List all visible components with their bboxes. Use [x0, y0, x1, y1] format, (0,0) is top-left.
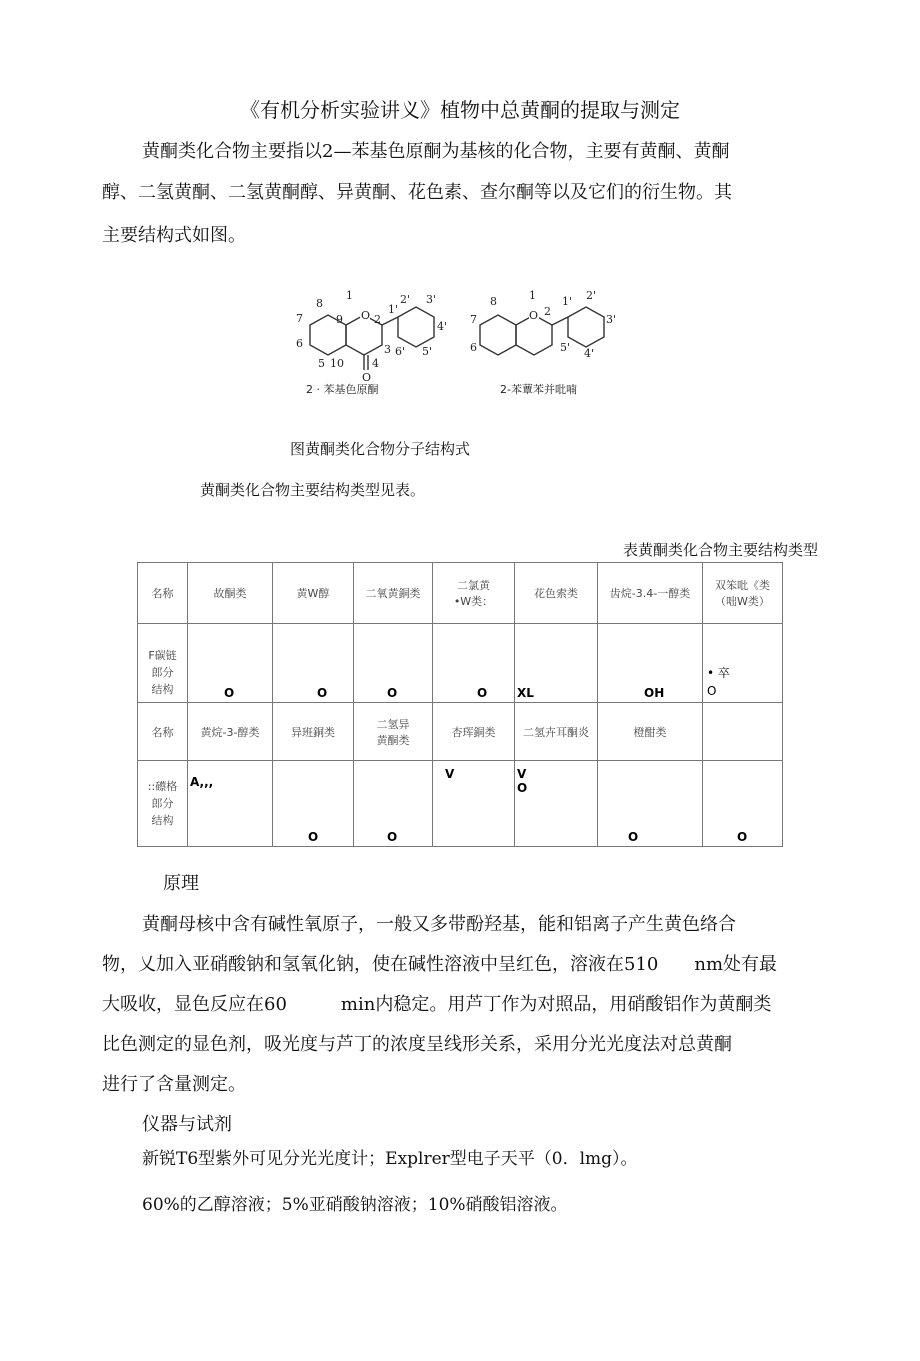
svg-text:9: 9 [336, 313, 343, 326]
table-row: ::礤格 郎分 结构 A,,, O O V V O O O [138, 761, 783, 847]
svg-text:2: 2 [374, 313, 381, 326]
svg-text:6: 6 [470, 341, 477, 354]
instruments-heading: 仪器与试剂 [142, 1114, 232, 1135]
svg-text:6': 6' [395, 345, 406, 358]
svg-text:O: O [362, 371, 372, 384]
structure-types-table [137, 562, 783, 847]
svg-text:2: 2 [544, 305, 551, 318]
intro-line: 黄酮类化合物主要指以2—苯基色原酮为基核的化合物，主要有黄酮、黄酮 [142, 141, 730, 162]
instruments-line: 新锐T6型紫外可见分光光度计；Explrer型电子天平（0．lmg）。 [142, 1149, 638, 1169]
reagents-line: 60%的乙醇溶液；5%亚硝酸钠溶液；10%硝酸铝溶液。 [142, 1195, 568, 1215]
svg-text:3: 3 [384, 343, 391, 356]
svg-text:7: 7 [470, 313, 477, 326]
svg-text:4: 4 [372, 357, 379, 370]
svg-text:7: 7 [296, 312, 303, 325]
svg-text:1': 1' [562, 295, 573, 308]
svg-text:2-苯蕈苯并吡喃: 2-苯蕈苯并吡喃 [500, 383, 577, 396]
principle-line: 大吸收，显色反应在60 min内稳定。用芦丁作为对照品，用硝酸铝作为黄酮类 [102, 994, 772, 1015]
svg-text:O: O [529, 309, 539, 322]
table-row: 名称 黄烷-3-醇类 异班銅类 二氢异 黄酮类 杏珲銅类 二氢卉耳酮炎 橙酣类 [138, 703, 783, 761]
flavonoid-structures-figure [280, 285, 620, 400]
svg-text:6: 6 [296, 337, 303, 350]
svg-text:1: 1 [529, 289, 536, 302]
svg-text:5': 5' [422, 345, 433, 358]
document-title: 《有机分析实验讲义》植物中总黄酮的提取与测定 [240, 98, 680, 122]
principle-heading: 原理 [163, 873, 199, 894]
figure-caption: 图黄酮类化合物分子结构式 [290, 440, 471, 458]
svg-text:4': 4' [584, 347, 595, 360]
svg-text:5': 5' [560, 341, 571, 354]
table-intro: 黄酮类化合物主要结构类型见表。 [200, 481, 426, 499]
svg-text:1': 1' [388, 303, 399, 316]
principle-line: 物，乂加入亚硝酸钠和氢氧化钠，使在碱性溶液中呈红色，溶液在510 nm处有最 [102, 954, 778, 975]
table-row: 名称 故酮类 黄W醇 二氧黄銅类 二氯黄 •W类： 花色索类 齿烷-3.4-一醇类 双笨吡《类 （咄W类） [138, 563, 783, 624]
svg-text:3': 3' [426, 293, 437, 306]
svg-text:8: 8 [316, 297, 323, 310]
svg-text:4': 4' [437, 320, 448, 333]
principle-line: 进行了含量测定。 [102, 1074, 246, 1095]
svg-text:3': 3' [606, 313, 617, 326]
svg-text:2': 2' [400, 293, 411, 306]
svg-text:10: 10 [330, 357, 344, 370]
svg-text:O: O [361, 309, 371, 322]
principle-line: 比色测定的显色剂，吸光度与芦丁的浓度呈线形关系，采用分光光度法对总黄酮 [102, 1034, 732, 1055]
table-caption: 表黄酮类化合物主要结构类型 [622, 541, 818, 559]
svg-text:2 · 苯基色原酮: 2 · 苯基色原酮 [306, 383, 379, 396]
intro-line: 醇、二氢黄酮、二氢黄酮醇、异黄酮、花色素、查尔酮等以及它们的衍生物。其 [102, 182, 732, 203]
svg-text:1: 1 [346, 289, 353, 302]
table-row: F碳链 郎分 结构 O O O O XL OH • 卒 O [138, 624, 783, 703]
intro-line: 主要结构式如图。 [102, 225, 246, 246]
svg-text:5: 5 [318, 357, 325, 370]
svg-text:2': 2' [586, 289, 597, 302]
principle-line: 黄酮母核中含有碱性氧原子，一般又多带酚羟基，能和铝离子产生黄色络合 [142, 914, 736, 935]
svg-text:8: 8 [490, 295, 497, 308]
